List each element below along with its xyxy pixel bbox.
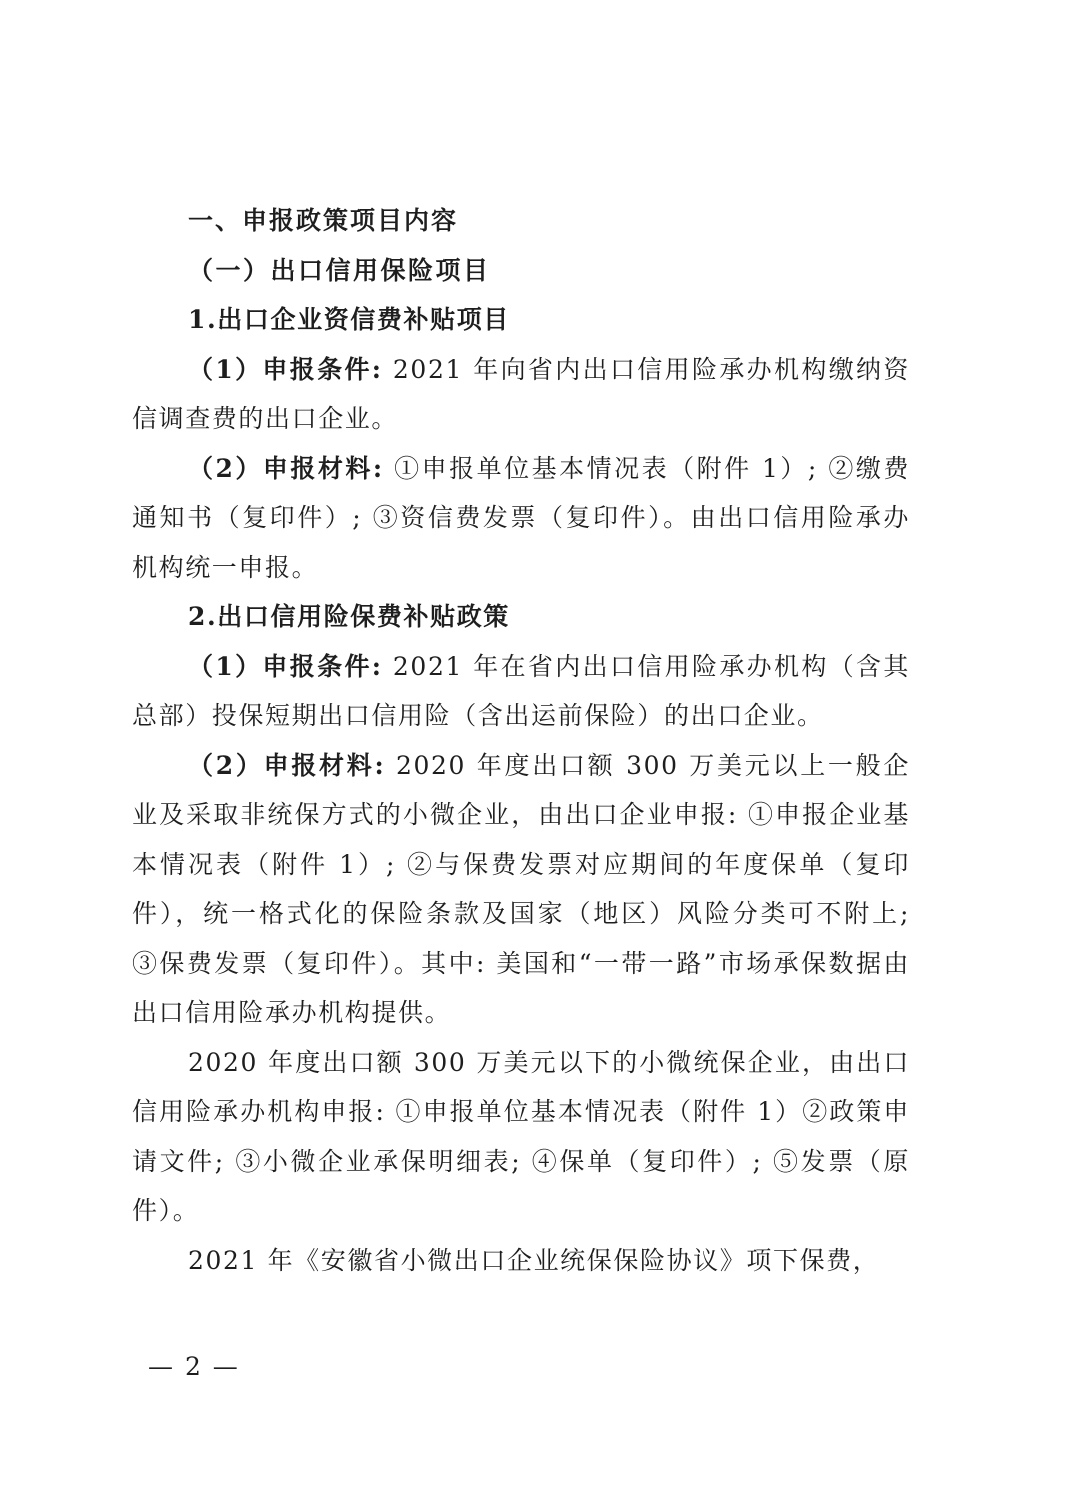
item-2-conditions <box>132 642 910 741</box>
section-heading: 一、申报政策项目内容 <box>188 206 459 235</box>
item-1-materials <box>132 444 910 593</box>
item-1-title: 1.出口企业资信费补贴项目 <box>188 305 510 334</box>
item-2-title: 2.出口信用险保费补贴政策 <box>188 602 510 631</box>
item-1-materials-text: ①申报单位基本情况表（附件 1）; ②缴费通知书（复印件）; ③资信费发票（复印件）。由出口信用险承办机构统一申报。 <box>132 453 910 582</box>
item-2-small-micro-paragraph: 2020 年度出口额 300 万美元以下的小微统保企业，由出口信用险承办机构申报: ①申报单位基本情况表（附件 1）②政策申请文件; ③小微企业承保明细表; ④保单（复印件）; ⑤发票（原件）。 <box>132 1047 910 1225</box>
item-2-conditions-lead: （1）申报条件: <box>188 651 383 681</box>
item-1-conditions <box>132 345 910 444</box>
item-1-conditions-lead: （1）申报条件: <box>188 354 383 384</box>
document-body <box>132 196 910 1285</box>
item-2-materials-lead: （2）申报材料: <box>188 750 386 780</box>
item-2-protocol-paragraph: 2021 年《安徽省小微出口企业统保保险协议》项下保费， <box>188 1245 880 1275</box>
page-number: — 2 — <box>148 1352 240 1381</box>
item-2-conditions-text: 2021 年在省内出口信用险承办机构（含其总部）投保短期出口信用险（含出运前保险）的出口企业。 <box>132 651 910 730</box>
subsection-heading: （一）出口信用保险项目 <box>188 255 491 285</box>
item-2-materials <box>132 741 910 1038</box>
item-1-materials-lead: （2）申报材料: <box>188 453 384 483</box>
item-1-conditions-text: 2021 年向省内出口信用险承办机构缴纳资信调查费的出口企业。 <box>132 354 910 433</box>
item-2-materials-text: 2020 年度出口额 300 万美元以上一般企业及采取非统保方式的小微企业，由出口企业申报: ①申报企业基本情况表（附件 1）; ②与保费发票对应期间的年度保单（复印件），统一格式化的保险条款及国家（地区）风险分类可不附上; ③保费发票（复印件）。其中: 美国和“一带一路”市场承保数据由出口信用险承办机构提供。 <box>132 750 910 1027</box>
